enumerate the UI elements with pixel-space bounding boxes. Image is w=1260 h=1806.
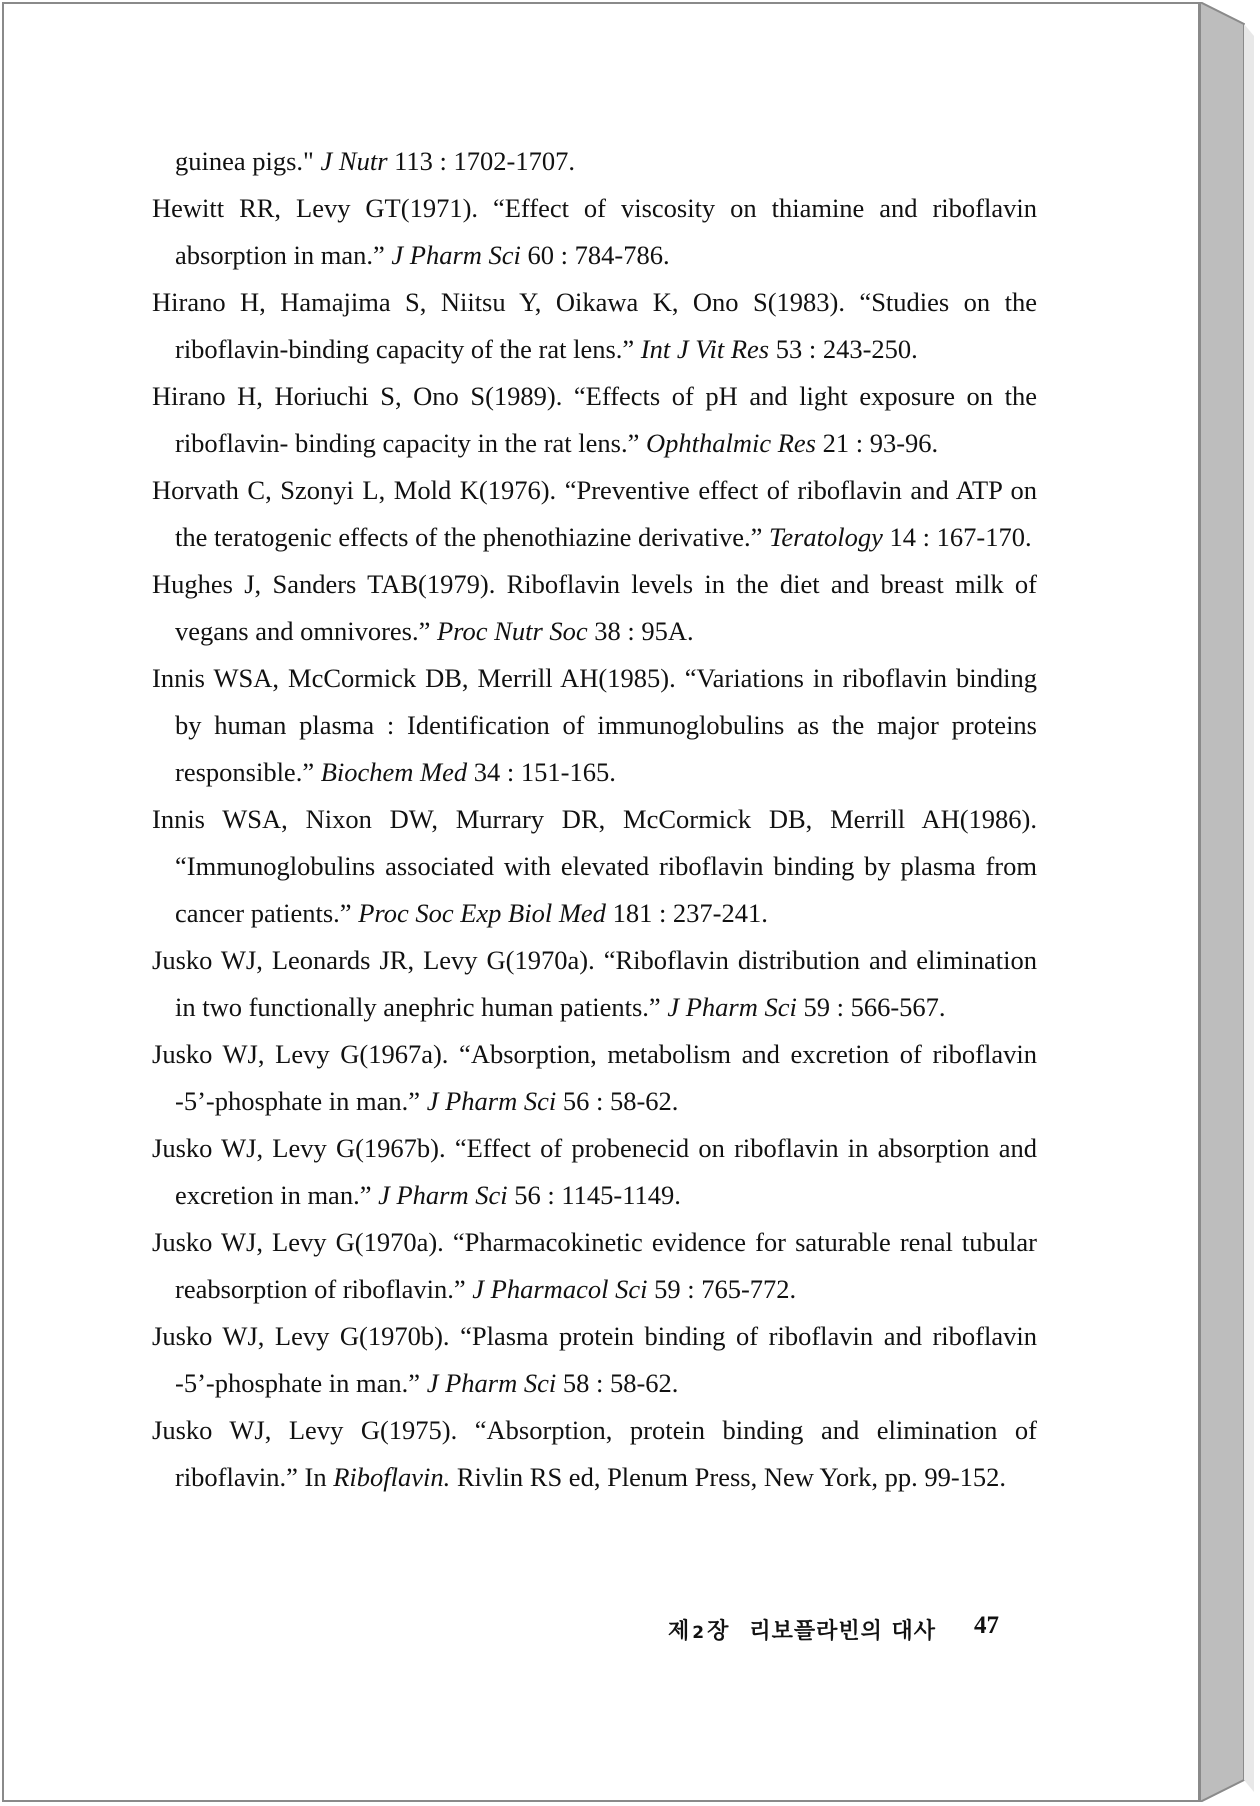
reference-entry: [152, 185, 1037, 279]
journal-name: Int J Vit Res: [640, 334, 770, 364]
reference-text: Jusko WJ, Levy G(1975). “Absorption, protein binding and elimination of riboflavin.” In: [152, 1415, 1037, 1492]
reference-text: Horvath C, Szonyi L, Mold K(1976). “Preventive effect of riboflavin and ATP on the teratogenic effects of the phenothiazine derivative.”: [152, 475, 1037, 552]
reference-text: Jusko WJ, Levy G(1970a). “Pharmacokinetic evidence for saturable renal tubular reabsorption of riboflavin.”: [152, 1227, 1037, 1304]
citation-volume-pages: 53 : 243-250.: [775, 334, 918, 364]
citation-volume-pages: Rivlin RS ed, Plenum Press, New York, pp. 99-152.: [456, 1462, 1007, 1492]
reference-text: Jusko WJ, Levy G(1967a). “Absorption, metabolism and excretion of riboflavin -5’-phosphate in man.”: [152, 1039, 1037, 1116]
journal-name: Proc Soc Exp Biol Med: [358, 898, 606, 928]
page-number: 47: [974, 1612, 999, 1639]
reference-entry: [152, 138, 1037, 185]
running-head: [668, 1614, 936, 1645]
reference-entry: [152, 279, 1037, 373]
citation-volume-pages: 56 : 58-62.: [562, 1086, 679, 1116]
reference-entry: [152, 373, 1037, 467]
reference-entry: [152, 1125, 1037, 1219]
reference-entry: [152, 1219, 1037, 1313]
journal-name: J Pharm Sci: [391, 240, 521, 270]
reference-list: [152, 138, 1037, 1501]
reference-text: Innis WSA, McCormick DB, Merrill AH(1985). “Variations in riboflavin binding by human plasma : Identification of immunoglobulins as the major proteins responsible.”: [152, 663, 1037, 787]
journal-name: J Pharmacol Sci: [472, 1274, 648, 1304]
citation-volume-pages: 58 : 58-62.: [562, 1368, 679, 1398]
citation-volume-pages: 181 : 237-241.: [612, 898, 768, 928]
citation-volume-pages: 60 : 784-786.: [527, 240, 670, 270]
citation-volume-pages: 59 : 765-772.: [654, 1274, 797, 1304]
reference-text: Jusko WJ, Leonards JR, Levy G(1970a). “Riboflavin distribution and elimination in two functionally anephric human patients.”: [152, 945, 1037, 1022]
journal-name: J Pharm Sci: [426, 1086, 557, 1116]
reference-entry: [152, 937, 1037, 1031]
reference-text: guinea pigs.": [175, 146, 314, 176]
reference-text: Jusko WJ, Levy G(1967b). “Effect of probenecid on riboflavin in absorption and excretion in man.”: [152, 1133, 1037, 1210]
citation-volume-pages: 113 : 1702-1707.: [394, 146, 575, 176]
journal-name: J Pharm Sci: [378, 1180, 508, 1210]
citation-volume-pages: 21 : 93-96.: [822, 428, 939, 458]
journal-name: J Pharm Sci: [426, 1368, 557, 1398]
reference-entry: [152, 796, 1037, 937]
journal-name: Proc Nutr Soc: [437, 616, 588, 646]
reference-text: Hewitt RR, Levy GT(1971). “Effect of viscosity on thiamine and riboflavin absorption in man.”: [152, 193, 1037, 270]
reference-text: Hughes J, Sanders TAB(1979). Riboflavin levels in the diet and breast milk of vegans and omnivores.”: [152, 569, 1037, 646]
citation-volume-pages: 56 : 1145-1149.: [514, 1180, 681, 1210]
chapter-prefix: 제: [668, 1619, 691, 1644]
journal-name: Teratology: [769, 522, 883, 552]
citation-volume-pages: 38 : 95A.: [594, 616, 694, 646]
reference-entry: [152, 655, 1037, 796]
citation-volume-pages: 59 : 566-567.: [803, 992, 946, 1022]
citation-volume-pages: 14 : 167-170.: [889, 522, 1032, 552]
reference-entry: [152, 1407, 1037, 1501]
journal-name: Ophthalmic Res: [645, 428, 816, 458]
reference-entry: [152, 561, 1037, 655]
journal-name: J Nutr: [320, 146, 388, 176]
reference-text: Hirano H, Horiuchi S, Ono S(1989). “Effects of pH and light exposure on the riboflavin- binding capacity in the rat lens.”: [152, 381, 1037, 458]
journal-name: Riboflavin.: [333, 1462, 451, 1492]
chapter-number: 2: [692, 1623, 706, 1643]
journal-name: J Pharm Sci: [667, 992, 797, 1022]
reference-entry: [152, 1031, 1037, 1125]
reference-text: Innis WSA, Nixon DW, Murrary DR, McCormick DB, Merrill AH(1986). “Immunoglobulins associated with elevated riboflavin binding by plasma from cancer patients.”: [152, 804, 1037, 928]
reference-entry: [152, 467, 1037, 561]
reference-text: Hirano H, Hamajima S, Niitsu Y, Oikawa K, Ono S(1983). “Studies on the riboflavin-binding capacity of the rat lens.”: [152, 287, 1037, 364]
reference-entry: [152, 1313, 1037, 1407]
citation-volume-pages: 34 : 151-165.: [473, 757, 616, 787]
journal-name: Biochem Med: [320, 757, 468, 787]
book-edge-shadow: [1200, 2, 1256, 1802]
chapter-suffix: 장: [707, 1619, 730, 1644]
chapter-title: 리보플라빈의 대사: [749, 1619, 937, 1644]
reference-text: Jusko WJ, Levy G(1970b). “Plasma protein binding of riboflavin and riboflavin -5’-phosphate in man.”: [152, 1321, 1037, 1398]
